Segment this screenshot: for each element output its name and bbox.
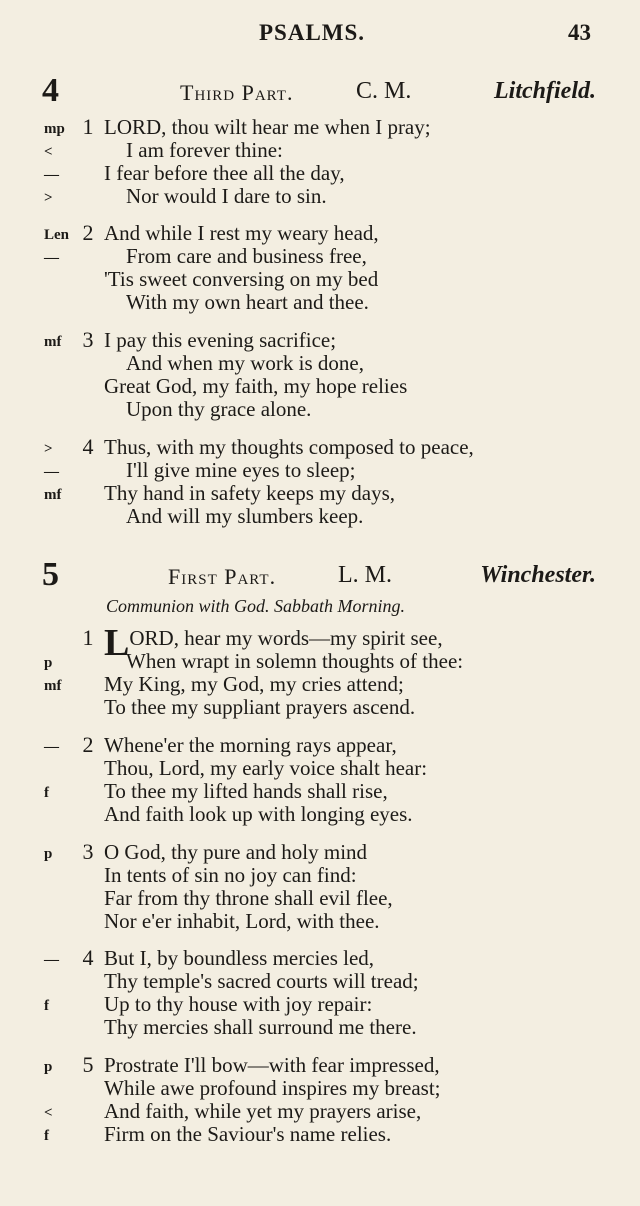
line-text: When wrapt in solemn thoughts of thee: [126,649,464,673]
line-text: I fear before thee all the day, [104,161,345,185]
hymn-line [0,138,640,162]
hymn-line [0,351,640,375]
hymn-line [0,1015,640,1039]
dynamic-mark: < [44,144,53,160]
hymn-line [0,290,640,314]
hymn-line [0,909,640,933]
hymn-meter: L. M. [338,562,392,588]
line-text: Thy hand in safety keeps my days, [104,481,396,505]
hymn-line [0,1122,640,1146]
line-text: Nor would I dare to sin. [126,184,327,208]
hymn-line [0,184,640,208]
verse-number: 1 [82,625,94,650]
hymn-line [0,779,640,803]
hymn-line [0,969,640,993]
line-text: Nor e'er inhabit, Lord, with thee. [104,909,380,933]
dynamic-mark: > [44,441,53,457]
verse-number: 1 [82,114,94,139]
hymn-part: Third Part. [180,80,294,105]
verse-number: 2 [82,220,94,245]
drop-cap: L [104,622,130,664]
line-text: Up to thy house with joy repair: [104,992,373,1016]
dynamic-mark: mf [44,487,62,503]
dynamic-mark: f [44,785,49,801]
line-text: To thee my suppliant prayers ascend. [104,695,416,719]
hymn-line [0,481,640,505]
line-text: I pay this evening sacrifice; [104,328,337,352]
line-text: And faith look up with longing eyes. [104,802,413,826]
dynamic-mark: mf [44,334,62,350]
line-text: 'Tis sweet conversing on my bed [104,267,379,291]
hymn-line [0,695,640,719]
line-text: LORD, thou wilt hear me when I pray; [104,115,431,139]
hymn-header [0,556,640,596]
hymn-line [0,1099,640,1123]
line-text: My King, my God, my cries attend; [104,672,404,696]
hymn-line [0,756,640,780]
verse-number: 3 [82,327,94,352]
hymn-line [0,946,640,970]
dynamic-mark: — [44,167,59,183]
hymn-number: 4 [42,72,59,109]
line-text: But I, by boundless mercies led, [104,946,375,970]
hymn-line [0,992,640,1016]
line-text: Far from thy throne shall evil flee, [104,886,393,910]
dynamic-mark: < [44,1105,53,1121]
line-text: From care and business free, [126,244,367,268]
hymn-meter: C. M. [356,78,412,104]
hymn-line [0,863,640,887]
hymn-line [0,458,640,482]
hymn-line [0,886,640,910]
line-text: I'll give mine eyes to sleep; [126,458,356,482]
verse-number: 4 [82,434,94,459]
hymn-line [0,840,640,864]
line-text: And will my slumbers keep. [126,504,364,528]
hymn-tune: Litchfield. [494,78,596,104]
dynamic-mark: — [44,464,59,480]
line-text: Whene'er the morning rays appear, [104,733,397,757]
line-text: Firm on the Saviour's name relies. [104,1122,392,1146]
hymn-line [0,328,640,352]
line-text: Great God, my faith, my hope relies [104,374,408,398]
verse-number: 4 [82,945,94,970]
line-text: I am forever thine: [126,138,283,162]
dynamic-mark: — [44,250,59,266]
dynamic-mark: — [44,739,59,755]
dynamic-mark: > [44,190,53,206]
line-text-rest: ORD, hear my words—my spirit see, [129,626,443,650]
hymn-line [0,267,640,291]
hymn-number: 5 [42,556,59,593]
hymn-subtitle: Communion with God. Sabbath Morning. [106,596,406,616]
hymn-line [0,504,640,528]
dynamic-mark: p [44,1059,53,1075]
verse-number: 3 [82,839,94,864]
line-text: With my own heart and thee. [126,290,369,314]
line-text: While awe profound inspires my breast; [104,1076,441,1100]
hymn-line [0,161,640,185]
running-title: PSALMS. [259,20,366,45]
line-text: To thee my lifted hands shall rise, [104,779,388,803]
line-text: In tents of sin no joy can find: [104,863,357,887]
hymn-line [0,1076,640,1100]
dynamic-mark: f [44,1128,49,1144]
line-text: Prostrate I'll bow—with fear impressed, [104,1053,440,1077]
line-text: Upon thy grace alone. [126,397,312,421]
dynamic-mark: Len [44,227,70,243]
line-text: Thou, Lord, my early voice shalt hear: [104,756,428,780]
hymn-line [0,435,640,459]
page-number: 43 [568,20,591,45]
hymn-line [0,649,640,673]
hymn-part: First Part. [168,564,277,589]
dynamic-mark: mf [44,678,62,694]
hymn-line [0,397,640,421]
hymn-tune: Winchester. [480,562,596,588]
line-text: O God, thy pure and holy mind [104,840,368,864]
hymn-header [0,72,640,112]
dynamic-mark: — [44,952,59,968]
hymn-line [0,221,640,245]
hymn-line [0,733,640,757]
line-text: And faith, while yet my prayers arise, [104,1099,422,1123]
line-text: Thy mercies shall surround me there. [104,1015,417,1039]
hymn-line [0,374,640,398]
verse-number: 2 [82,732,94,757]
dynamic-mark: p [44,655,53,671]
dynamic-mark: mp [44,121,65,137]
line-text: Thus, with my thoughts composed to peace, [104,435,474,459]
line-text: Thy temple's sacred courts will tread; [104,969,419,993]
hymn-line [0,672,640,696]
running-head [0,20,640,50]
line-text: And when my work is done, [126,351,364,375]
hymn-line [0,115,640,139]
dynamic-mark: f [44,998,49,1014]
hymn-line [0,802,640,826]
hymn-line [0,1053,640,1077]
verse-number: 5 [82,1052,94,1077]
line-text: And while I rest my weary head, [104,221,379,245]
dynamic-mark: p [44,846,53,862]
hymn-line [0,244,640,268]
